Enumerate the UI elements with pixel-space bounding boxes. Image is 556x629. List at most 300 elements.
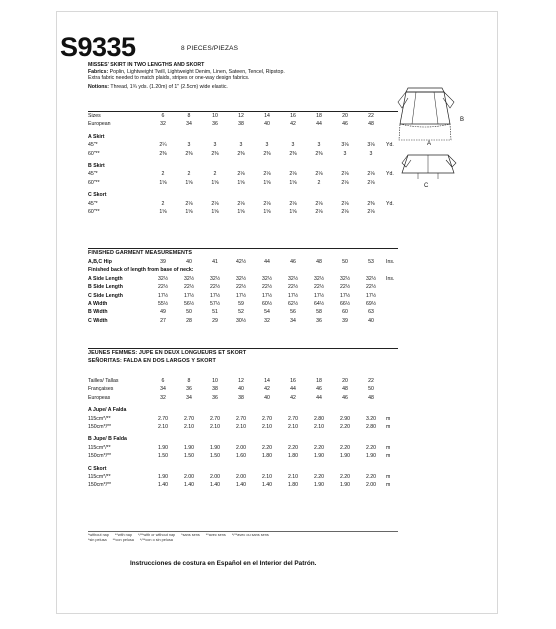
unit-cell: m bbox=[386, 415, 391, 422]
table-cell: 2⅛ bbox=[367, 209, 375, 216]
table-cell: 39 bbox=[160, 259, 166, 265]
table-cell: 2.70 bbox=[183, 415, 195, 422]
table-cell: 2⅛ bbox=[237, 171, 245, 178]
table-cell: 3 bbox=[187, 142, 191, 149]
table-cell: 50 bbox=[342, 259, 348, 265]
table-cell: 1⅝ bbox=[159, 179, 167, 186]
table-cell: 2.10 bbox=[313, 424, 325, 431]
footnote: *without nap bbox=[88, 533, 109, 537]
view-label-c: C bbox=[424, 183, 429, 189]
table-cell: 32 bbox=[160, 394, 166, 401]
table-cell: 63 bbox=[368, 309, 374, 316]
table-cell: 44 bbox=[290, 386, 296, 393]
view-a-b-drawing bbox=[396, 84, 466, 146]
table-cell: 22½ bbox=[235, 284, 247, 291]
unit-cell: m bbox=[386, 444, 391, 451]
table-cell: 3 bbox=[317, 142, 321, 149]
row-label: B Width bbox=[88, 309, 108, 316]
row-label: B Side Length bbox=[88, 284, 123, 291]
european-row bbox=[88, 120, 398, 128]
table-cell: 10 bbox=[212, 113, 218, 119]
unit-cell bbox=[384, 300, 398, 308]
table-cell: 59 bbox=[238, 301, 244, 308]
table-cell: 40 bbox=[264, 121, 270, 128]
table-cell bbox=[176, 191, 202, 199]
table-cell: 3 bbox=[213, 142, 217, 149]
row-label: 45"* bbox=[88, 171, 98, 178]
table-cell bbox=[306, 465, 332, 473]
table-cell: 17½ bbox=[209, 292, 221, 299]
row-label: Sizes bbox=[88, 113, 101, 119]
table-cell: 2¼ bbox=[159, 142, 167, 149]
table-cell bbox=[228, 133, 254, 141]
table-cell bbox=[254, 406, 280, 414]
view-title-row bbox=[88, 465, 398, 473]
row-label: 115cm*/** bbox=[88, 415, 111, 422]
table-cell bbox=[202, 406, 228, 414]
table-cell: 2.80 bbox=[313, 415, 325, 422]
table-cell: 22½ bbox=[261, 284, 273, 291]
table-cell: 44 bbox=[316, 121, 322, 128]
table-cell: 1.90 bbox=[339, 453, 351, 460]
length-note-row bbox=[88, 266, 398, 274]
rule bbox=[88, 248, 398, 249]
row-label: Europeas bbox=[88, 394, 111, 401]
table-cell bbox=[202, 162, 228, 170]
view-label-b: B bbox=[460, 117, 465, 123]
table-cell: 60½ bbox=[261, 301, 273, 308]
table-cell: 1.40 bbox=[157, 482, 169, 489]
table-cell: 1.40 bbox=[209, 482, 221, 489]
table-cell: 66½ bbox=[339, 301, 351, 308]
table-cell bbox=[358, 465, 384, 473]
table-cell bbox=[254, 465, 280, 473]
row-label: Françaises bbox=[88, 386, 114, 393]
table-cell: 44 bbox=[264, 259, 270, 265]
table-cell: 2.20 bbox=[261, 444, 273, 451]
view-title-row bbox=[88, 435, 398, 443]
piece-count: 8 PIECES/PIEZAS bbox=[181, 45, 239, 52]
hip-row bbox=[88, 258, 398, 266]
table-cell: 2.70 bbox=[157, 415, 169, 422]
table-cell: 2⅛ bbox=[289, 171, 297, 178]
table-cell: 64½ bbox=[313, 301, 325, 308]
table-cell bbox=[202, 435, 228, 443]
table-cell bbox=[176, 162, 202, 170]
table-cell: 3 bbox=[265, 142, 269, 149]
row-label: 60"** bbox=[88, 150, 100, 157]
unit-cell: Ins. bbox=[386, 275, 395, 282]
table-cell: 18 bbox=[316, 113, 322, 119]
table-cell bbox=[358, 435, 384, 443]
row-label: C Skort bbox=[88, 465, 107, 472]
table-cell bbox=[176, 435, 202, 443]
table-cell: 2.70 bbox=[235, 415, 247, 422]
table-cell: 2⅛ bbox=[315, 200, 323, 207]
table-cell bbox=[254, 162, 280, 170]
table-cell: 1.80 bbox=[287, 482, 299, 489]
finished-measurements-heading: FINISHED GARMENT MEASUREMENTS bbox=[88, 250, 193, 256]
table-cell: 46 bbox=[342, 121, 348, 128]
table-cell bbox=[254, 435, 280, 443]
table-cell: 2⅛ bbox=[341, 209, 349, 216]
table-cell: 1.90 bbox=[365, 453, 377, 460]
unit-cell bbox=[384, 133, 398, 141]
table-cell: 1.90 bbox=[183, 444, 195, 451]
table-cell: 54 bbox=[264, 309, 270, 316]
table-cell bbox=[228, 435, 254, 443]
footnote: *sans sens bbox=[181, 533, 200, 537]
table-cell: 49 bbox=[160, 309, 166, 316]
length-note: Finished back of length from base of neck: bbox=[88, 267, 194, 274]
table-cell: 2⅛ bbox=[185, 200, 193, 207]
table-cell: 2⅛ bbox=[315, 171, 323, 178]
table-cell: 3 bbox=[343, 150, 347, 157]
row-label: 60"** bbox=[88, 179, 100, 186]
unit-cell: Yd. bbox=[386, 171, 394, 178]
table-cell: 1.80 bbox=[261, 453, 273, 460]
table-cell: 3 bbox=[291, 142, 295, 149]
table-cell: 42 bbox=[264, 386, 270, 393]
footnote: **avec sens bbox=[205, 533, 226, 537]
unit-cell: Yd. bbox=[386, 142, 394, 149]
table-cell bbox=[150, 406, 176, 414]
yardage-row bbox=[88, 208, 398, 216]
table-cell: 2⅛ bbox=[341, 179, 349, 186]
fabrics-extra: Extra fabric needed to match plaids, stripes or one-way design fabrics. bbox=[88, 75, 250, 82]
table-cell: 1.40 bbox=[261, 482, 273, 489]
rule bbox=[88, 531, 398, 532]
table-cell: 51 bbox=[212, 309, 218, 316]
table-cell: 1⅝ bbox=[263, 209, 271, 216]
unit-cell bbox=[384, 283, 398, 291]
table-cell: 17½ bbox=[235, 292, 247, 299]
table-cell: 12 bbox=[238, 113, 244, 119]
table-cell: 41 bbox=[212, 259, 218, 265]
row-label: C Skort bbox=[88, 192, 107, 199]
table-cell bbox=[228, 406, 254, 414]
table-cell: 1.90 bbox=[209, 444, 221, 451]
table-cell: 2.70 bbox=[209, 415, 221, 422]
table-cell: 2.10 bbox=[157, 424, 169, 431]
table-cell: 2.90 bbox=[339, 415, 351, 422]
table-cell: 1⅝ bbox=[237, 209, 245, 216]
table-cell bbox=[280, 465, 306, 473]
table-cell: 36 bbox=[186, 386, 192, 393]
table-cell: 3 bbox=[369, 150, 373, 157]
french-heading: JEUNES FEMMES: JUPE EN DEUX LONGUEURS ET SKORT bbox=[88, 350, 247, 356]
footnote: */**with or without nap bbox=[138, 533, 176, 537]
table-cell: 2.10 bbox=[287, 474, 299, 481]
table-cell: 2.20 bbox=[287, 444, 299, 451]
table-cell: 56½ bbox=[183, 301, 195, 308]
view-c-drawing bbox=[400, 151, 466, 183]
table-cell: 2.00 bbox=[365, 482, 377, 489]
unit-cell bbox=[384, 435, 398, 443]
unit-cell bbox=[384, 162, 398, 170]
table-cell bbox=[306, 133, 332, 141]
table-cell: 22½ bbox=[287, 284, 299, 291]
table-cell: 22½ bbox=[157, 284, 169, 291]
table-cell bbox=[150, 191, 176, 199]
rule bbox=[88, 348, 398, 349]
yardage-row bbox=[88, 170, 398, 178]
view-label-a: A bbox=[427, 141, 432, 147]
unit-cell bbox=[384, 377, 398, 385]
table-cell: 58 bbox=[316, 309, 322, 316]
unit-cell: Ins. bbox=[386, 259, 395, 265]
fabrics-label: Fabrics: bbox=[88, 68, 109, 75]
table-cell bbox=[150, 465, 176, 473]
footnote: **with nap bbox=[114, 533, 133, 537]
table-cell: 2.80 bbox=[365, 424, 377, 431]
yardage-row bbox=[88, 200, 398, 208]
table-cell: 18 bbox=[316, 378, 322, 384]
row-label: A Jupe/ A Falda bbox=[88, 407, 127, 414]
table-cell: 48 bbox=[342, 386, 348, 393]
row-label: B Jupe/ B Falda bbox=[88, 436, 127, 443]
unit-cell bbox=[384, 394, 398, 402]
french-sizes-row bbox=[88, 385, 398, 393]
table-cell bbox=[358, 133, 384, 141]
footnote: *sin pelusa bbox=[88, 538, 107, 542]
table-cell: 14 bbox=[264, 113, 270, 119]
table-cell bbox=[280, 406, 306, 414]
unit-cell bbox=[384, 150, 398, 158]
table-cell: 32½ bbox=[183, 275, 195, 282]
table-cell: 40 bbox=[186, 259, 192, 265]
table-cell: 42 bbox=[290, 121, 296, 128]
table-cell: 40 bbox=[238, 386, 244, 393]
table-cell: 1⅝ bbox=[185, 209, 193, 216]
table-cell: 36 bbox=[316, 317, 322, 324]
table-cell: 40 bbox=[264, 394, 270, 401]
table-cell bbox=[202, 191, 228, 199]
table-cell: 32½ bbox=[339, 275, 351, 282]
table-cell: 6 bbox=[161, 378, 165, 384]
table-cell: 2.20 bbox=[339, 474, 351, 481]
unit-cell bbox=[384, 179, 398, 187]
unit-cell bbox=[384, 120, 398, 128]
row-label: 45"* bbox=[88, 200, 98, 207]
table-cell: 46 bbox=[290, 259, 296, 265]
table-cell: 28 bbox=[186, 317, 192, 324]
measurement-row bbox=[88, 283, 398, 291]
table-cell: 2⅛ bbox=[263, 171, 271, 178]
table-cell: 22½ bbox=[183, 284, 195, 291]
table-cell bbox=[228, 465, 254, 473]
table-cell: 2⅛ bbox=[263, 200, 271, 207]
row-label: 45"* bbox=[88, 142, 98, 149]
yardage-row bbox=[88, 444, 398, 452]
table-cell: 2.20 bbox=[339, 444, 351, 451]
table-cell: 3.20 bbox=[365, 415, 377, 422]
table-cell: 2⅛ bbox=[315, 209, 323, 216]
notions-label: Notions: bbox=[88, 83, 110, 90]
unit-cell bbox=[384, 112, 398, 120]
view-title-row bbox=[88, 162, 398, 170]
unit-cell bbox=[384, 406, 398, 414]
table-cell: 22½ bbox=[313, 284, 325, 291]
table-cell: 22 bbox=[368, 113, 374, 119]
unit-cell: m bbox=[386, 453, 391, 460]
table-cell: 1.50 bbox=[157, 453, 169, 460]
table-cell: 46 bbox=[316, 386, 322, 393]
table-cell: 42 bbox=[290, 394, 296, 401]
table-cell bbox=[306, 406, 332, 414]
table-cell: 38 bbox=[238, 121, 244, 128]
table-cell: 27 bbox=[160, 317, 166, 324]
table-cell: 1.90 bbox=[313, 453, 325, 460]
table-cell bbox=[228, 162, 254, 170]
yardage-row bbox=[88, 423, 398, 431]
european-row bbox=[88, 394, 398, 402]
table-cell: 60 bbox=[342, 309, 348, 316]
table-cell: 2.20 bbox=[365, 444, 377, 451]
table-cell bbox=[358, 191, 384, 199]
table-cell: 10 bbox=[212, 378, 218, 384]
table-cell: 30½ bbox=[235, 317, 247, 324]
spanish-heading: SEÑORITAS: FALDA EN DOS LARGOS Y SKORT bbox=[88, 358, 216, 364]
fabrics-line bbox=[88, 69, 378, 76]
table-cell: 8 bbox=[187, 113, 191, 119]
pattern-description: MISSES' SKIRT IN TWO LENGTHS AND SKORT bbox=[88, 62, 205, 68]
table-cell: 2⅛ bbox=[367, 171, 375, 178]
table-cell: 2.20 bbox=[313, 474, 325, 481]
table-cell: 2.10 bbox=[209, 424, 221, 431]
table-cell bbox=[280, 133, 306, 141]
table-cell: 55½ bbox=[157, 301, 169, 308]
table-cell: 2⅛ bbox=[289, 200, 297, 207]
table-cell: 1⅝ bbox=[237, 179, 245, 186]
table-cell: 3 bbox=[239, 142, 243, 149]
unit-cell: Yd. bbox=[386, 200, 394, 207]
notions-text: Thread, 1¾ yds. (1.20m) of 1" (2.5cm) wide elastic. bbox=[110, 83, 228, 90]
table-cell: 1⅝ bbox=[159, 209, 167, 216]
table-cell bbox=[176, 465, 202, 473]
view-title-row bbox=[88, 133, 398, 141]
table-cell: 34 bbox=[160, 386, 166, 393]
table-cell: 2⅛ bbox=[237, 200, 245, 207]
table-cell bbox=[280, 191, 306, 199]
table-cell bbox=[150, 133, 176, 141]
table-cell: 2.20 bbox=[339, 424, 351, 431]
table-cell bbox=[306, 162, 332, 170]
table-cell: 69½ bbox=[365, 301, 377, 308]
table-cell: 17½ bbox=[365, 292, 377, 299]
table-cell: 2⅛ bbox=[341, 171, 349, 178]
table-cell: 2.10 bbox=[183, 424, 195, 431]
table-cell: 40 bbox=[368, 317, 374, 324]
table-cell: 1.40 bbox=[235, 482, 247, 489]
row-label: A,B,C Hip bbox=[88, 259, 112, 265]
table-cell: 1.40 bbox=[183, 482, 195, 489]
table-cell: 2⅜ bbox=[289, 150, 297, 157]
table-cell: 2.20 bbox=[313, 444, 325, 451]
table-cell: 2 bbox=[213, 171, 217, 178]
yardage-row bbox=[88, 481, 398, 489]
table-cell: 1.90 bbox=[157, 444, 169, 451]
footnotes bbox=[88, 533, 398, 543]
table-cell: 53 bbox=[368, 259, 374, 265]
row-label: 115cm*/** bbox=[88, 444, 111, 451]
unit-cell: m bbox=[386, 424, 391, 431]
view-title-row bbox=[88, 191, 398, 199]
table-cell: 17½ bbox=[339, 292, 351, 299]
table-cell: 20 bbox=[342, 378, 348, 384]
table-cell: 2.00 bbox=[183, 474, 195, 481]
table-cell bbox=[202, 133, 228, 141]
table-cell: 48 bbox=[316, 259, 322, 265]
table-cell: 32 bbox=[160, 121, 166, 128]
unit-cell bbox=[384, 385, 398, 393]
row-label: 115cm*/** bbox=[88, 474, 111, 481]
table-cell bbox=[332, 406, 358, 414]
table-cell: 2.10 bbox=[261, 474, 273, 481]
measurement-row bbox=[88, 300, 398, 308]
table-cell: 1.90 bbox=[313, 482, 325, 489]
table-cell bbox=[228, 191, 254, 199]
table-cell: 2.10 bbox=[235, 424, 247, 431]
unit-cell bbox=[384, 465, 398, 473]
row-label: 150cm*/** bbox=[88, 424, 112, 431]
table-cell: 32½ bbox=[313, 275, 325, 282]
table-cell: 2⅜ bbox=[263, 150, 271, 157]
table-cell: 1⅝ bbox=[289, 209, 297, 216]
table-cell: 36 bbox=[212, 121, 218, 128]
measurement-row bbox=[88, 308, 398, 316]
table-cell: 44 bbox=[316, 394, 322, 401]
sizes-row bbox=[88, 112, 398, 120]
table-cell: 2.00 bbox=[235, 474, 247, 481]
table-cell bbox=[254, 133, 280, 141]
table-cell: 2.00 bbox=[235, 444, 247, 451]
yardage-table-metric bbox=[88, 377, 398, 490]
table-cell: 46 bbox=[342, 394, 348, 401]
table-cell bbox=[332, 435, 358, 443]
table-cell: 62½ bbox=[287, 301, 299, 308]
table-cell: 2⅜ bbox=[237, 150, 245, 157]
table-cell: 22½ bbox=[209, 284, 221, 291]
table-cell: 57½ bbox=[209, 301, 221, 308]
table-cell: 2 bbox=[161, 200, 165, 207]
table-cell: 32½ bbox=[365, 275, 377, 282]
spanish-instructions-note: Instrucciones de costura en Español en el Interior del Patrón. bbox=[130, 560, 317, 567]
table-cell: 1⅝ bbox=[263, 179, 271, 186]
sizes-row bbox=[88, 377, 398, 385]
row-label: C Width bbox=[88, 317, 108, 324]
pattern-header bbox=[88, 62, 378, 90]
table-cell: 2⅜ bbox=[315, 150, 323, 157]
row-label: 150cm*/** bbox=[88, 482, 112, 489]
table-cell: 22½ bbox=[339, 284, 351, 291]
table-cell: 8 bbox=[187, 378, 191, 384]
unit-cell bbox=[384, 292, 398, 300]
unit-cell bbox=[384, 317, 398, 325]
table-cell: 38 bbox=[212, 386, 218, 393]
table-cell: 32½ bbox=[287, 275, 299, 282]
yardage-row bbox=[88, 452, 398, 460]
footnote: **con pelusa bbox=[112, 538, 134, 542]
table-cell: 32½ bbox=[209, 275, 221, 282]
table-cell: 29 bbox=[212, 317, 218, 324]
table-cell: 22 bbox=[368, 378, 374, 384]
row-label: A Width bbox=[88, 301, 108, 308]
table-cell: 3⅛ bbox=[341, 142, 349, 149]
row-label: A Side Length bbox=[88, 275, 123, 282]
table-cell: 32 bbox=[264, 317, 270, 324]
table-cell bbox=[358, 406, 384, 414]
